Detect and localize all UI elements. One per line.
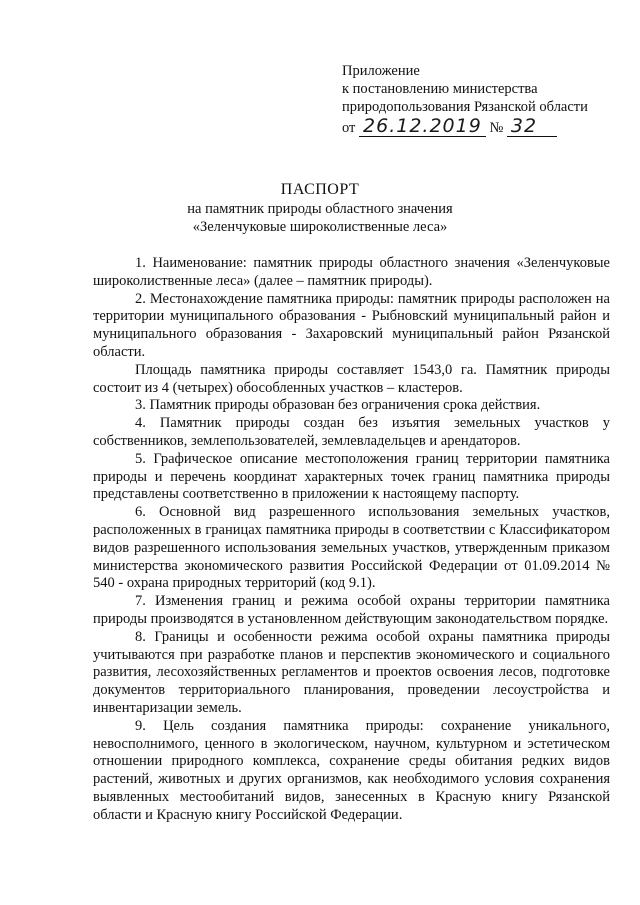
paragraph-2-location: 2. Местонахождение памятника природы: памятник природы расположен на территории муниципального образования - Рыбновский муниципальный район и муниципального образования - Захаровский муниципальный район Рязанской области. [93, 290, 610, 360]
title-subtitle-1: на памятник природы областного значения [187, 201, 453, 217]
paragraph-6-land-use: 6. Основной вид разрешенного использования земельных участков, расположенных в границах памятника природы в соответствии с Классификатором видов разрешенного использования земельных участков, утвержденным приказом министерства экономического развития Российской Федерации от 01.09.2014 № 540 - охрана природных территорий (код 9.1). [93, 504, 610, 592]
paragraph-area: Площадь памятника природы составляет 1543,0 га. Памятник природы состоит из 4 (четырех) обособленных участков – кластеров. [93, 361, 610, 396]
resolution-reference: к постановлению министерства [342, 81, 538, 97]
handwritten-number: 32 [507, 116, 557, 137]
paragraph-8-protection-regime: 8. Границы и особенности режима особой охраны памятника природы учитываются при разработке планов и перспектив экономического и социального развития, лесохозяйственных регламентов и проектов освоения лесов, подготовке документов территориального планирования, проведении лесоустройства и инвентаризации земель. [93, 628, 610, 716]
document-body [93, 255, 610, 825]
date-prefix: от [342, 120, 356, 136]
appendix-header [342, 62, 632, 137]
document-title [0, 180, 640, 236]
paragraph-5-graphic-description: 5. Графическое описание местоположения границ территории памятника природы и перечень координат характерных точек границ памятника природы представлены соответственно в приложении к настоящему паспорту. [93, 450, 610, 503]
paragraph-4-land: 4. Памятник природы создан без изъятия земельных участков у собственников, землепользователей, землевладельцев и арендаторов. [93, 415, 610, 449]
ministry-name: природопользования Рязанской области [342, 99, 588, 115]
appendix-label: Приложение [342, 63, 420, 79]
date-number-line [342, 116, 632, 137]
paragraph-9-purpose: 9. Цель создания памятника природы: сохранение уникального, невосполнимого, ценного в экологическом, научном, культурном и эстетическом отношении природного комплекса, сохранение среды обитания редких видов растений, животных и других организмов, как необходимого условия сохранения выявленных местообитаний видов, занесенных в Красную книгу Рязанской области и Красную книгу Российской Федерации. [93, 717, 610, 823]
handwritten-date: 26.12.2019 [359, 116, 486, 137]
paragraph-7-boundary-changes: 7. Изменения границ и режима особой охраны территории памятника природы производятся в установленном действующим законодательством порядке. [93, 593, 610, 627]
title-passport: ПАСПОРТ [280, 181, 360, 198]
paragraph-3-term: 3. Памятник природы образован без ограничения срока действия. [135, 397, 541, 414]
paragraph-1-name: 1. Наименование: памятник природы областного значения «Зеленчуковые широколиственные леса» (далее – памятник природы). [93, 255, 610, 289]
number-prefix: № [489, 120, 504, 136]
title-subtitle-2: «Зеленчуковые широколиственные леса» [192, 219, 448, 235]
